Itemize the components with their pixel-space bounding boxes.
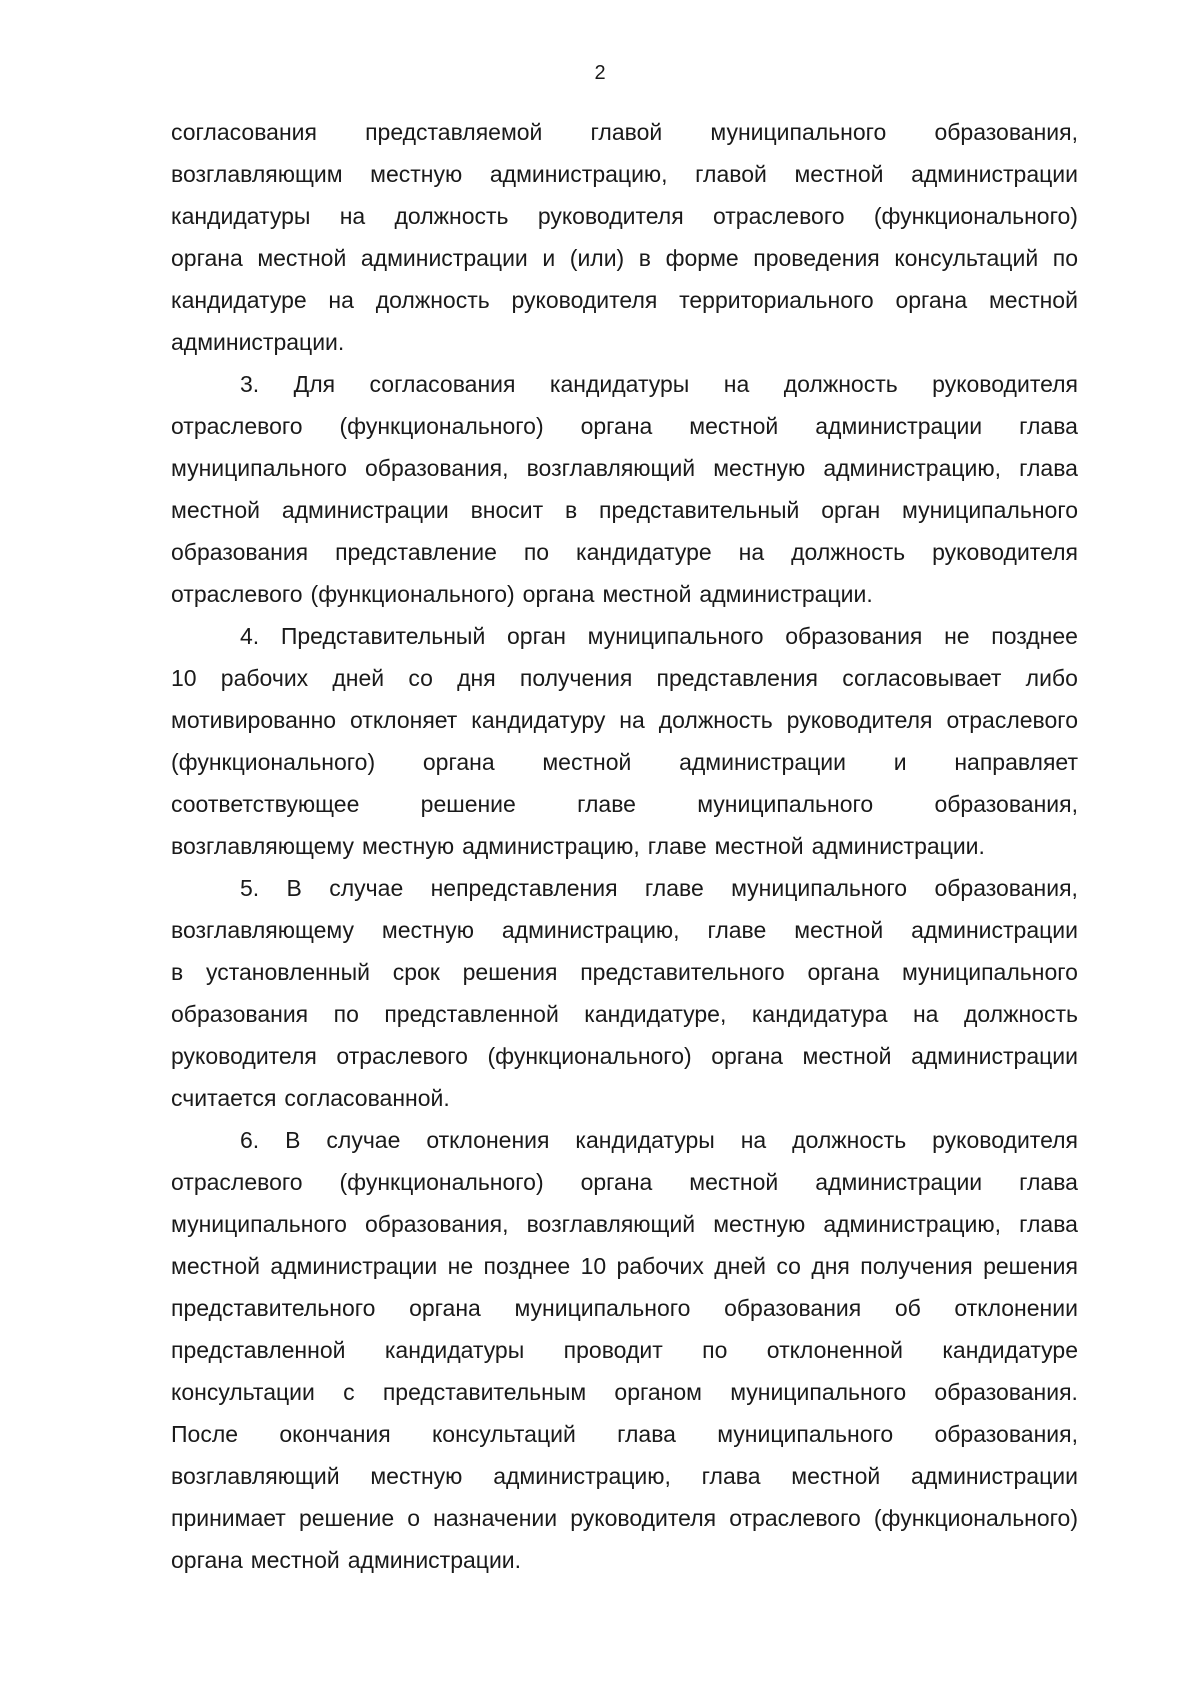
word: представляемой — [365, 119, 543, 145]
text-line — [171, 741, 1078, 783]
word: направляет — [954, 749, 1078, 775]
word: местную — [381, 917, 474, 943]
word: отклонении — [954, 1295, 1078, 1321]
word: орган — [506, 623, 566, 649]
word: отраслевого — [712, 203, 845, 229]
word: в — [171, 959, 184, 985]
word: отраслевого — [171, 413, 303, 439]
word: (функционального) — [873, 1505, 1078, 1531]
word: принимает — [171, 1505, 286, 1531]
word: кандидатуре — [576, 539, 712, 565]
word: муниципального — [901, 959, 1078, 985]
text-line — [171, 279, 1078, 321]
word: местную — [361, 833, 455, 859]
word: главой — [590, 119, 663, 145]
word: местной — [542, 749, 632, 775]
word: по — [523, 539, 550, 565]
word: администрацию, — [823, 1211, 1002, 1237]
word: отклонения — [426, 1127, 550, 1153]
word: руководителя — [511, 287, 658, 313]
word: возглавляющий — [526, 455, 696, 481]
word: администрацию, — [823, 455, 1002, 481]
word: представленной — [384, 1001, 559, 1027]
word: глава — [1019, 455, 1078, 481]
text-line — [171, 1203, 1078, 1245]
word: проведения — [753, 245, 880, 271]
word: местную — [370, 1463, 463, 1489]
text-line — [171, 1077, 1078, 1119]
word: (функционального) — [310, 581, 515, 607]
word: установленный — [205, 959, 370, 985]
word: об — [894, 1295, 921, 1321]
word: Представительный — [280, 623, 486, 649]
word: представительного — [171, 1295, 376, 1321]
word: либо — [1025, 665, 1078, 691]
word: по — [1052, 245, 1078, 271]
text-line — [171, 1035, 1078, 1077]
word: глава — [701, 1463, 761, 1489]
word: кандидатура — [751, 1001, 888, 1027]
word: руководителя — [932, 1127, 1078, 1153]
word: кандидатуры — [384, 1337, 525, 1363]
word: администрации — [911, 1463, 1078, 1489]
word: согласования — [171, 119, 317, 145]
word: (функционального) — [487, 1043, 692, 1069]
word: местной — [602, 581, 692, 607]
word: администрации — [270, 1253, 438, 1279]
word: на — [912, 1001, 939, 1027]
word: непредставления — [430, 875, 618, 901]
word: получения — [860, 1253, 973, 1279]
word: возглавляющий — [526, 1211, 696, 1237]
word: решения — [983, 1253, 1078, 1279]
word: не — [944, 623, 970, 649]
word: решение — [420, 791, 516, 817]
word: органа — [711, 1043, 783, 1069]
word: администрации. — [171, 329, 345, 355]
word: окончания — [279, 1421, 391, 1447]
word: решения — [462, 959, 558, 985]
word: органа — [522, 581, 595, 607]
word: возглавляющему — [171, 917, 354, 943]
text-line — [171, 195, 1078, 237]
word: местной — [257, 245, 347, 271]
text-line — [171, 825, 1078, 867]
word: главе — [647, 833, 707, 859]
word: на — [328, 287, 354, 313]
word: муниципального — [902, 497, 1078, 523]
word: муниципального — [697, 791, 874, 817]
word: должность — [783, 371, 898, 397]
word: консультаций — [431, 1421, 576, 1447]
word: отраслевого — [171, 581, 303, 607]
word: в — [564, 497, 578, 523]
word: представления — [656, 665, 818, 691]
word: срок — [392, 959, 440, 985]
word: получения — [519, 665, 633, 691]
word: образования — [785, 623, 923, 649]
word: форме — [665, 245, 739, 271]
text-line — [171, 489, 1078, 531]
word: администрации. — [347, 1547, 522, 1573]
word: и — [893, 749, 907, 775]
word: администрации — [360, 245, 528, 271]
word: образования — [171, 1001, 309, 1027]
word: администрации. — [811, 833, 985, 859]
word: образования — [724, 1295, 862, 1321]
word: должность — [792, 1127, 907, 1153]
word: органа — [580, 1169, 653, 1195]
word: согласовывает — [842, 665, 1002, 691]
word: территориального — [679, 287, 874, 313]
word: консультации — [171, 1379, 315, 1405]
word: образования, — [934, 1421, 1078, 1447]
word: образования, — [365, 455, 509, 481]
word: представительным — [382, 1379, 587, 1405]
word: дней — [332, 665, 385, 691]
word: органа — [895, 287, 968, 313]
word: органа — [580, 413, 653, 439]
paragraph-first-line — [171, 363, 1078, 405]
document-body — [171, 111, 1078, 1581]
word: руководителя — [786, 707, 933, 733]
paragraph-first-line — [171, 615, 1078, 657]
text-line — [171, 1161, 1078, 1203]
word: местной — [794, 917, 884, 943]
text-line — [171, 111, 1078, 153]
word: администрацию, — [493, 1463, 671, 1489]
word: (функционального) — [339, 413, 544, 439]
word: рабочих — [616, 1253, 704, 1279]
word: на — [740, 1127, 767, 1153]
text-line — [171, 1329, 1078, 1371]
word: образования, — [934, 791, 1078, 817]
text-line — [171, 321, 1078, 363]
word: должность — [375, 287, 490, 313]
word: местной — [250, 1547, 340, 1573]
word: со — [776, 1253, 801, 1279]
word: по — [333, 1001, 359, 1027]
word: на — [723, 371, 750, 397]
word: руководителя — [570, 1505, 717, 1531]
word: главе — [707, 917, 767, 943]
word: местной — [171, 497, 260, 523]
word: руководителя — [171, 1043, 317, 1069]
word: со — [408, 665, 433, 691]
word: образования, — [934, 119, 1078, 145]
word: органа — [807, 959, 880, 985]
word: местной — [714, 833, 804, 859]
text-line — [171, 1497, 1078, 1539]
word: на — [619, 707, 645, 733]
word: (функционального) — [873, 203, 1078, 229]
word: представительный — [599, 497, 800, 523]
text-line — [171, 909, 1078, 951]
word: Для — [293, 371, 336, 397]
word: муниципального — [710, 119, 887, 145]
word: случае — [326, 1127, 401, 1153]
word: В — [285, 1127, 301, 1153]
word: администрацию, — [489, 161, 668, 187]
text-line — [171, 951, 1078, 993]
word: органа — [171, 1547, 243, 1573]
word: консультаций — [894, 245, 1039, 271]
word: возглавляющий — [171, 1463, 340, 1489]
word: соответствующее — [171, 791, 360, 817]
word: кандидатуре, — [584, 1001, 727, 1027]
word: представительного — [580, 959, 785, 985]
word: по — [702, 1337, 728, 1363]
word: муниципального — [171, 455, 347, 481]
word: должность — [658, 707, 773, 733]
word: позднее — [483, 1253, 571, 1279]
word: возглавляющему — [171, 833, 354, 859]
text-line — [171, 237, 1078, 279]
word: должность — [963, 1001, 1078, 1027]
word: местную — [713, 455, 806, 481]
word: администрации — [911, 917, 1078, 943]
word: должность — [394, 203, 509, 229]
word: представленной — [171, 1337, 346, 1363]
text-line — [171, 447, 1078, 489]
word: не — [447, 1253, 474, 1279]
word: возглавляющим — [171, 161, 343, 187]
text-line — [171, 153, 1078, 195]
word: решение — [298, 1505, 395, 1531]
word: отклоненной — [766, 1337, 903, 1363]
word: 6. — [240, 1127, 260, 1153]
word: администрации — [815, 413, 983, 439]
word: в — [638, 245, 651, 271]
word: муниципального — [587, 623, 764, 649]
paragraph-first-line — [171, 867, 1078, 909]
word: проводит — [563, 1337, 663, 1363]
word: администрации — [911, 1043, 1078, 1069]
word: и — [542, 245, 556, 271]
word: кандидатуре — [942, 1337, 1078, 1363]
word: дня — [457, 665, 496, 691]
word: муниципального — [717, 1421, 894, 1447]
word: позднее — [991, 623, 1078, 649]
word: образования, — [934, 875, 1078, 901]
word: администрации — [679, 749, 846, 775]
word: руководителя — [932, 539, 1078, 565]
word: 5. — [240, 875, 260, 901]
text-line — [171, 1245, 1078, 1287]
word: муниципального — [171, 1211, 347, 1237]
word: органа — [422, 749, 495, 775]
word: главе — [577, 791, 636, 817]
word: администрацию, — [462, 833, 640, 859]
text-line — [171, 993, 1078, 1035]
text-line — [171, 405, 1078, 447]
word: администрацию, — [501, 917, 680, 943]
word: образования — [171, 539, 309, 565]
word: представление — [335, 539, 497, 565]
word: администрации — [911, 161, 1078, 187]
word: отраслевого — [729, 1505, 861, 1531]
word: (функционального) — [339, 1169, 544, 1195]
word: В — [286, 875, 302, 901]
text-line — [171, 1371, 1078, 1413]
word: на — [339, 203, 366, 229]
word: главой — [695, 161, 767, 187]
word: дня — [811, 1253, 850, 1279]
word: кандидатуры — [171, 203, 311, 229]
text-line — [171, 1413, 1078, 1455]
word: 10 — [580, 1253, 607, 1279]
word: глава — [1019, 1211, 1078, 1237]
word: администрации — [815, 1169, 983, 1195]
word: местную — [713, 1211, 806, 1237]
text-line — [171, 1287, 1078, 1329]
text-line — [171, 657, 1078, 699]
word: администрации — [281, 497, 449, 523]
word: кандидатуре — [171, 287, 307, 313]
text-line — [171, 573, 1078, 615]
page-number: 2 — [594, 62, 606, 84]
word: случае — [329, 875, 404, 901]
word: отклоняет — [350, 707, 458, 733]
word: 3. — [240, 371, 260, 397]
word: местной — [794, 161, 884, 187]
word: считается — [171, 1085, 277, 1111]
word: глава — [617, 1421, 676, 1447]
word: согласования — [369, 371, 516, 397]
text-line — [171, 1539, 1078, 1581]
word: орган — [821, 497, 881, 523]
word: образования, — [365, 1211, 509, 1237]
word: муниципального — [731, 875, 908, 901]
word: отраслевого — [946, 707, 1078, 733]
word: (функционального) — [171, 749, 376, 775]
word: местной — [791, 1463, 881, 1489]
text-line — [171, 1455, 1078, 1497]
word: на — [738, 539, 765, 565]
word: органа — [171, 245, 243, 271]
word: о — [407, 1505, 421, 1531]
text-line — [171, 783, 1078, 825]
word: глава — [1019, 1169, 1078, 1195]
word: (или) — [569, 245, 625, 271]
word: мотивированно — [171, 707, 337, 733]
word: согласованной. — [284, 1085, 450, 1111]
word: местной — [689, 413, 779, 439]
word: руководителя — [932, 371, 1078, 397]
text-line — [171, 699, 1078, 741]
word: местной — [802, 1043, 892, 1069]
word: местной — [171, 1253, 260, 1279]
word: назначении — [433, 1505, 558, 1531]
word: органа — [409, 1295, 481, 1321]
word: администрации. — [699, 581, 873, 607]
word: главе — [644, 875, 704, 901]
word: должность — [791, 539, 906, 565]
word: образования. — [934, 1379, 1078, 1405]
paragraph-first-line — [171, 1119, 1078, 1161]
text-line — [171, 531, 1078, 573]
word: местной — [988, 287, 1078, 313]
word: 4. — [240, 623, 260, 649]
word: вносит — [470, 497, 544, 523]
word: кандидатуры — [575, 1127, 715, 1153]
word: дней — [714, 1253, 767, 1279]
word: кандидатуры — [549, 371, 690, 397]
word: с — [343, 1379, 355, 1405]
word: отраслевого — [171, 1169, 303, 1195]
word: рабочих — [220, 665, 309, 691]
word: кандидатуру — [471, 707, 606, 733]
word: После — [171, 1421, 239, 1447]
word: муниципального — [514, 1295, 691, 1321]
word: местной — [689, 1169, 779, 1195]
word: 10 — [171, 665, 197, 691]
word: глава — [1019, 413, 1078, 439]
word: местную — [370, 161, 463, 187]
word: руководителя — [537, 203, 684, 229]
word: муниципального — [730, 1379, 907, 1405]
word: органом — [614, 1379, 702, 1405]
word: отраслевого — [336, 1043, 468, 1069]
